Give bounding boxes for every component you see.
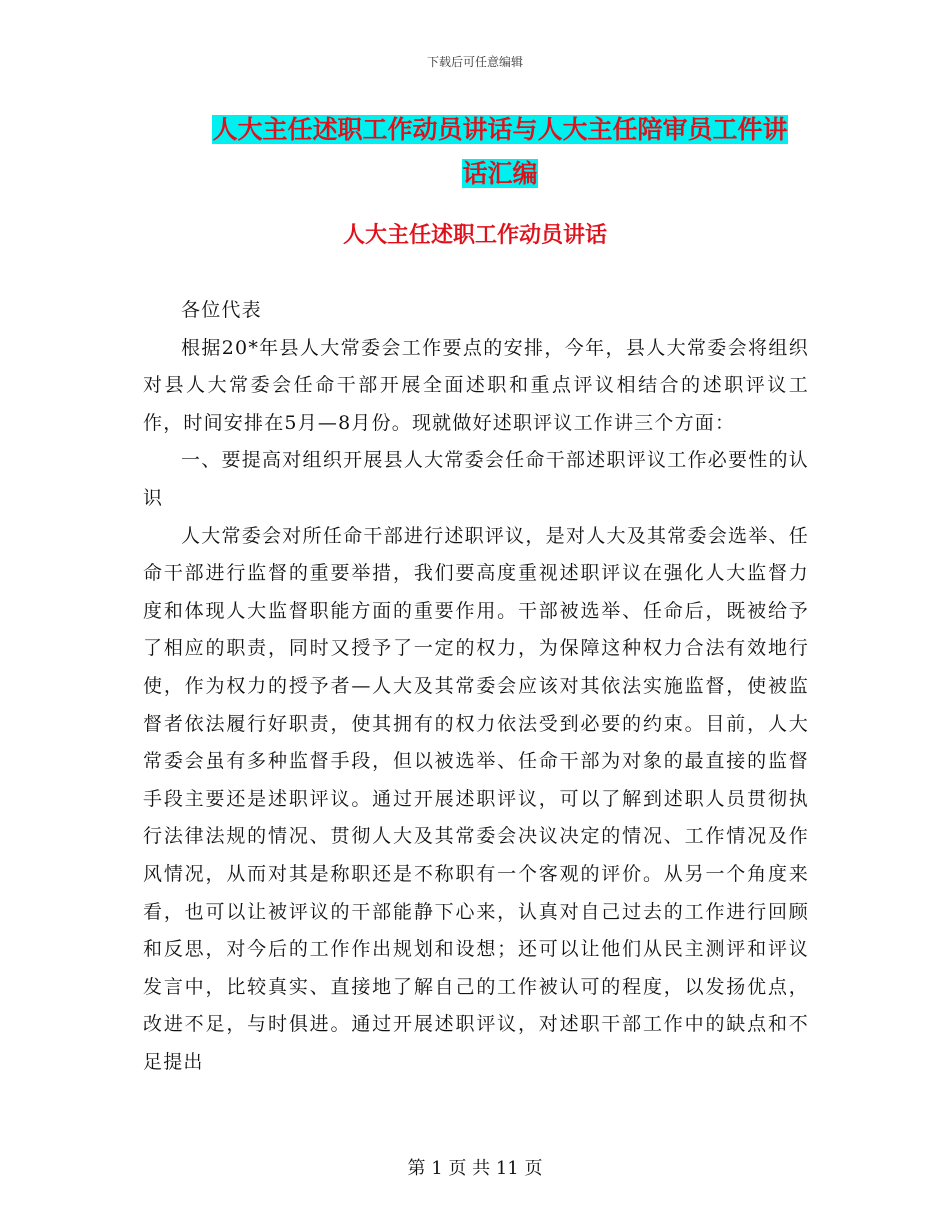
body-paragraph: 根据20*年县人大常委会工作要点的安排，今年，县人大常委会将组织对县人大常委会任命干部开展全面述职和重点评议相结合的述职评议工作，时间安排在5月—8月份。现就做好述职评议工作讲三个方面：	[143, 336, 809, 434]
salutation-paragraph: 各位代表	[181, 299, 262, 321]
document-title	[190, 108, 810, 196]
document-title-line-2: 话汇编	[462, 159, 538, 188]
section-heading-paragraph: 一、要提高对组织开展县人大常委会任命干部述职评议工作必要性的认识	[143, 449, 809, 509]
document-body	[143, 292, 809, 1081]
body-paragraph: 人大常委会对所任命干部进行述职评议，是对人大及其常委会选举、任命干部进行监督的重要举措，我们要高度重视述职评议在强化人大监督力度和体现人大监督职能方面的重要作用。干部被选举、任命后，既被给予了相应的职责，同时又授予了一定的权力，为保障这种权力合法有效地行使，作为权力的授予者—人大及其常委会应该对其依法实施监督，使被监督者依法履行好职责，使其拥有的权力依法受到必要的约束。目前，人大常委会虽有多种监督手段，但以被选举、任命干部为对象的最直接的监督手段主要还是述职评议。通过开展述职评议，可以了解到述职人员贯彻执行法律法规的情况、贯彻人大及其常委会决议决定的情况、工作情况及作风情况，从而对其是称职还是不称职有一个客观的评价。从另一个角度来看，也可以让被评议的干部能静下心来，认真对自己过去的工作进行回顾和反思，对今后的工作作出规划和设想；还可以让他们从民主测评和评议发言中，比较真实、直接地了解自己的工作被认可的程度，以发扬优点，改进不足，与时俱进。通过开展述职评议，对述职干部工作中的缺点和不足提出	[143, 524, 809, 1073]
page-number-footer: 第 1 页 共 11 页	[407, 1158, 543, 1179]
document-title-line-1: 人大主任述职工作动员讲话与人大主任陪审员工件讲	[212, 115, 788, 144]
section-title: 人大主任述职工作动员讲话	[342, 222, 607, 248]
header-note: 下载后可任意编辑	[426, 55, 523, 69]
